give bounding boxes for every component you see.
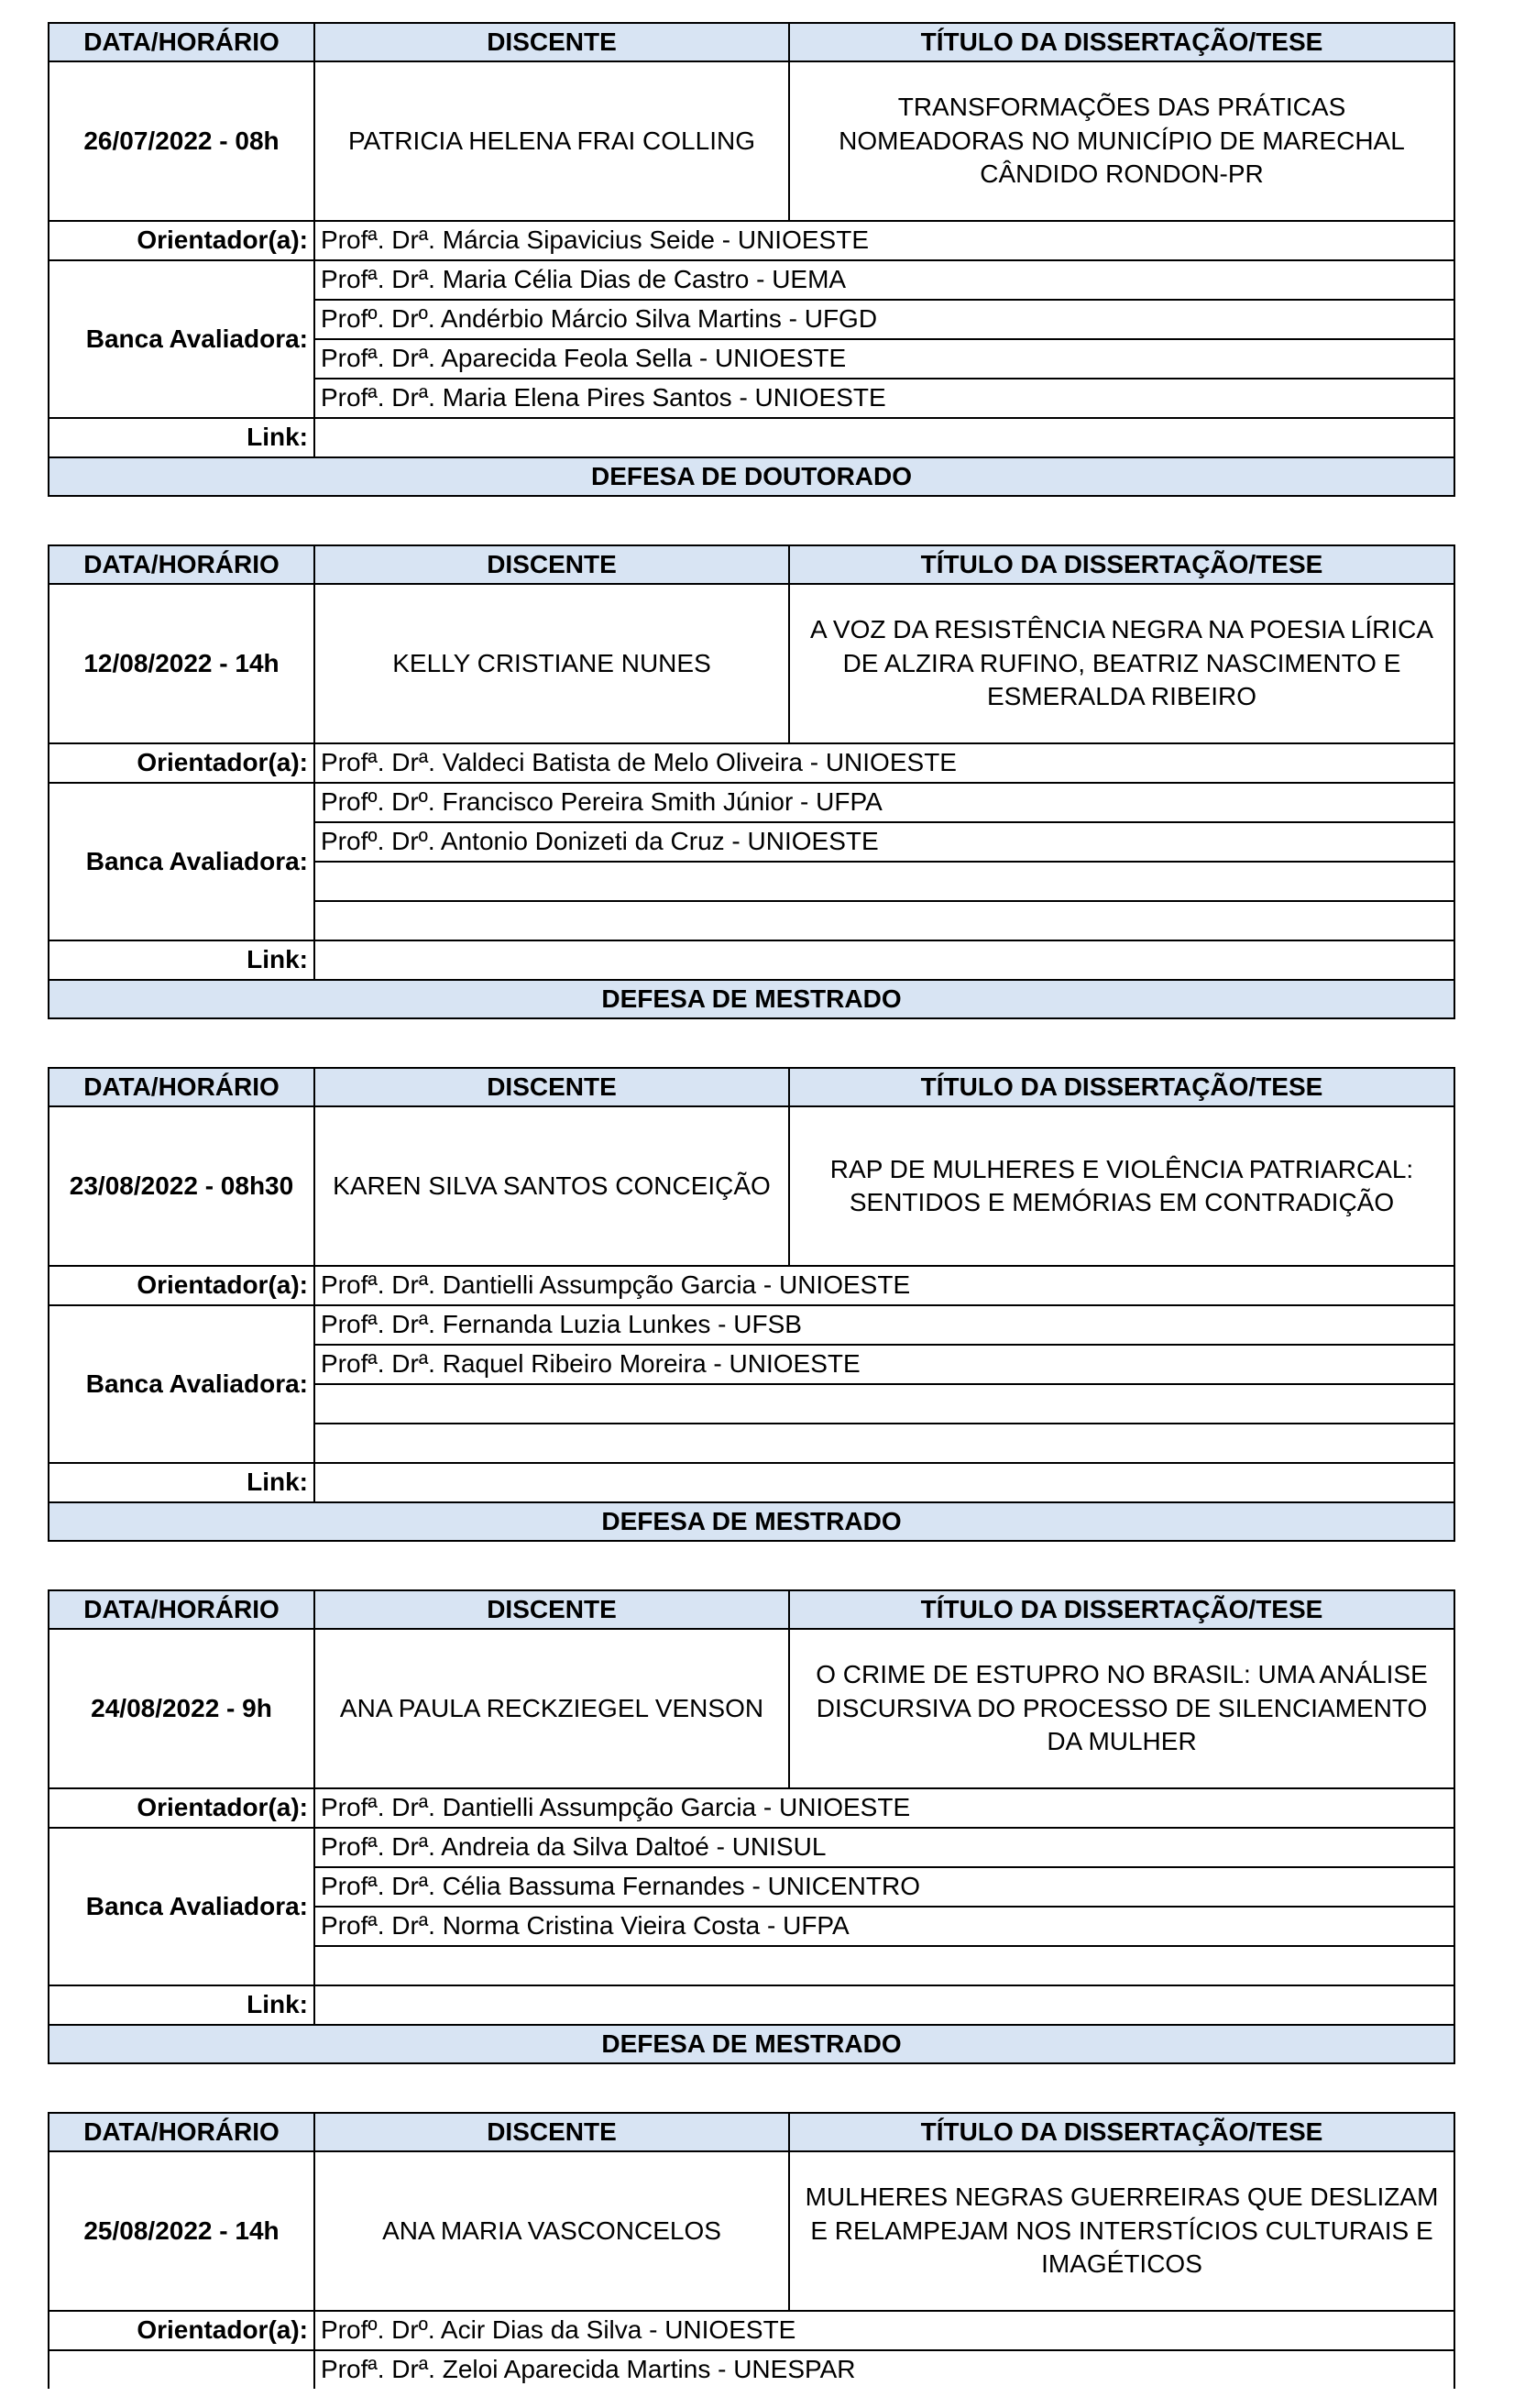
board-label: Banca Avaliadora:: [49, 1828, 314, 1985]
advisor-label: Orientador(a):: [49, 221, 314, 260]
defense-main-row: [49, 61, 1454, 221]
link-row: [49, 418, 1454, 457]
advisor-row: [49, 221, 1454, 260]
advisor-label: Orientador(a):: [49, 1788, 314, 1828]
col-title-header: TÍTULO DA DISSERTAÇÃO/TESE: [789, 23, 1454, 61]
col-student-header: DISCENTE: [314, 2113, 789, 2151]
link-row: [49, 1985, 1454, 2025]
defense-table-5: [48, 2112, 1455, 2389]
col-student-header: DISCENTE: [314, 1068, 789, 1106]
board-label: Banca Avaliadora:: [49, 260, 314, 418]
board-member: Profª. Drª. Raquel Ribeiro Moreira - UNIOESTE: [314, 1345, 1454, 1384]
advisor-name: Profª. Drª. Dantielli Assumpção Garcia - UNIOESTE: [314, 1788, 1454, 1828]
board-member: Profª. Drª. Norma Cristina Vieira Costa - UFPA: [314, 1907, 1454, 1946]
defense-type-row: [49, 457, 1454, 496]
board-row: [49, 260, 1454, 300]
defense-table-3: [48, 1067, 1455, 1542]
defense-student: KELLY CRISTIANE NUNES: [314, 584, 789, 743]
advisor-name: Profª. Drª. Márcia Sipavicius Seide - UNIOESTE: [314, 221, 1454, 260]
board-member: Profº. Drº. Francisco Pereira Smith Júnior - UFPA: [314, 783, 1454, 822]
link-row: [49, 940, 1454, 980]
advisor-row: [49, 743, 1454, 783]
table-header: [49, 1590, 1454, 1629]
col-student-header: DISCENTE: [314, 1590, 789, 1629]
advisor-label: Orientador(a):: [49, 2311, 314, 2350]
board-member: Profª. Drª. Aparecida Feola Sella - UNIOESTE: [314, 339, 1454, 379]
advisor-row: [49, 1788, 1454, 1828]
table-header: [49, 545, 1454, 584]
board-member: Profª. Drª. Célia Bassuma Fernandes - UNICENTRO: [314, 1867, 1454, 1907]
advisor-row: [49, 1266, 1454, 1305]
col-student-header: DISCENTE: [314, 23, 789, 61]
defense-type-row: [49, 980, 1454, 1018]
col-title-header: TÍTULO DA DISSERTAÇÃO/TESE: [789, 545, 1454, 584]
defense-title: RAP DE MULHERES E VIOLÊNCIA PATRIARCAL: SENTIDOS E MEMÓRIAS EM CONTRADIÇÃO: [789, 1106, 1454, 1266]
link-label: Link:: [49, 418, 314, 457]
col-title-header: TÍTULO DA DISSERTAÇÃO/TESE: [789, 1590, 1454, 1629]
defense-datetime: 23/08/2022 - 08h30: [49, 1106, 314, 1266]
advisor-name: Profª. Drª. Valdeci Batista de Melo Oliveira - UNIOESTE: [314, 743, 1454, 783]
board-member: Profª. Drª. Maria Célia Dias de Castro - UEMA: [314, 260, 1454, 300]
col-date-header: DATA/HORÁRIO: [49, 1590, 314, 1629]
col-date-header: DATA/HORÁRIO: [49, 545, 314, 584]
defense-title: O CRIME DE ESTUPRO NO BRASIL: UMA ANÁLISE DISCURSIVA DO PROCESSO DE SILENCIAMENTO DA MULHER: [789, 1629, 1454, 1788]
defense-title: TRANSFORMAÇÕES DAS PRÁTICAS NOMEADORAS NO MUNICÍPIO DE MARECHAL CÂNDIDO RONDON-PR: [789, 61, 1454, 221]
link-row: [49, 1463, 1454, 1502]
link-label: Link:: [49, 940, 314, 980]
board-member: Profª. Drª. Zeloi Aparecida Martins - UNESPAR: [314, 2350, 1454, 2389]
board-member: Profª. Drª. Maria Elena Pires Santos - UNIOESTE: [314, 379, 1454, 418]
advisor-row: [49, 2311, 1454, 2350]
board-member: [314, 1946, 1454, 1985]
defense-type-row: [49, 1502, 1454, 1541]
defense-datetime: 26/07/2022 - 08h: [49, 61, 314, 221]
board-row: [49, 2350, 1454, 2389]
col-title-header: TÍTULO DA DISSERTAÇÃO/TESE: [789, 1068, 1454, 1106]
table-header: [49, 1068, 1454, 1106]
col-student-header: DISCENTE: [314, 545, 789, 584]
defense-datetime: 24/08/2022 - 9h: [49, 1629, 314, 1788]
defense-datetime: 12/08/2022 - 14h: [49, 584, 314, 743]
defense-table-1: [48, 22, 1455, 497]
defense-type-label: DEFESA DE MESTRADO: [49, 980, 1454, 1018]
link-value[interactable]: [314, 1463, 1454, 1502]
board-member: Profª. Drª. Fernanda Luzia Lunkes - UFSB: [314, 1305, 1454, 1345]
board-member: Profº. Drº. Antonio Donizeti da Cruz - UNIOESTE: [314, 822, 1454, 862]
board-member: [314, 901, 1454, 940]
defense-main-row: [49, 584, 1454, 743]
board-member: [314, 862, 1454, 901]
defense-type-label: DEFESA DE MESTRADO: [49, 2025, 1454, 2063]
link-value[interactable]: [314, 418, 1454, 457]
board-member: Profª. Drª. Andreia da Silva Daltoé - UNISUL: [314, 1828, 1454, 1867]
board-label-partial: [49, 2350, 314, 2389]
defense-main-row: [49, 1629, 1454, 1788]
defense-table-2: [48, 544, 1455, 1019]
defense-title: MULHERES NEGRAS GUERREIRAS QUE DESLIZAM E RELAMPEJAM NOS INTERSTÍCIOS CULTURAIS E IMAGÉTICOS: [789, 2151, 1454, 2311]
link-label: Link:: [49, 1463, 314, 1502]
board-label: Banca Avaliadora:: [49, 783, 314, 940]
defense-table-4: [48, 1589, 1455, 2064]
col-title-header: TÍTULO DA DISSERTAÇÃO/TESE: [789, 2113, 1454, 2151]
defense-main-row: [49, 1106, 1454, 1266]
advisor-label: Orientador(a):: [49, 743, 314, 783]
board-row: [49, 783, 1454, 822]
defense-main-row: [49, 2151, 1454, 2311]
board-member: [314, 1384, 1454, 1424]
col-date-header: DATA/HORÁRIO: [49, 23, 314, 61]
defense-student: KAREN SILVA SANTOS CONCEIÇÃO: [314, 1106, 789, 1266]
defense-title: A VOZ DA RESISTÊNCIA NEGRA NA POESIA LÍRICA DE ALZIRA RUFINO, BEATRIZ NASCIMENTO E ESMERALDA RIBEIRO: [789, 584, 1454, 743]
board-member: [314, 1424, 1454, 1463]
table-header: [49, 2113, 1454, 2151]
defense-datetime: 25/08/2022 - 14h: [49, 2151, 314, 2311]
defense-student: PATRICIA HELENA FRAI COLLING: [314, 61, 789, 221]
advisor-name: Profª. Drª. Dantielli Assumpção Garcia - UNIOESTE: [314, 1266, 1454, 1305]
board-label: Banca Avaliadora:: [49, 1305, 314, 1463]
advisor-label: Orientador(a):: [49, 1266, 314, 1305]
link-value[interactable]: [314, 1985, 1454, 2025]
board-row: [49, 1305, 1454, 1345]
col-date-header: DATA/HORÁRIO: [49, 2113, 314, 2151]
col-date-header: DATA/HORÁRIO: [49, 1068, 314, 1106]
board-member: Profº. Drº. Andérbio Márcio Silva Martins - UFGD: [314, 300, 1454, 339]
defense-type-label: DEFESA DE DOUTORADO: [49, 457, 1454, 496]
table-header: [49, 23, 1454, 61]
board-row: [49, 1828, 1454, 1867]
defense-type-label: DEFESA DE MESTRADO: [49, 1502, 1454, 1541]
defense-student: ANA MARIA VASCONCELOS: [314, 2151, 789, 2311]
defense-type-row: [49, 2025, 1454, 2063]
link-label: Link:: [49, 1985, 314, 2025]
link-value[interactable]: [314, 940, 1454, 980]
advisor-name: Profº. Drº. Acir Dias da Silva - UNIOESTE: [314, 2311, 1454, 2350]
defense-student: ANA PAULA RECKZIEGEL VENSON: [314, 1629, 789, 1788]
